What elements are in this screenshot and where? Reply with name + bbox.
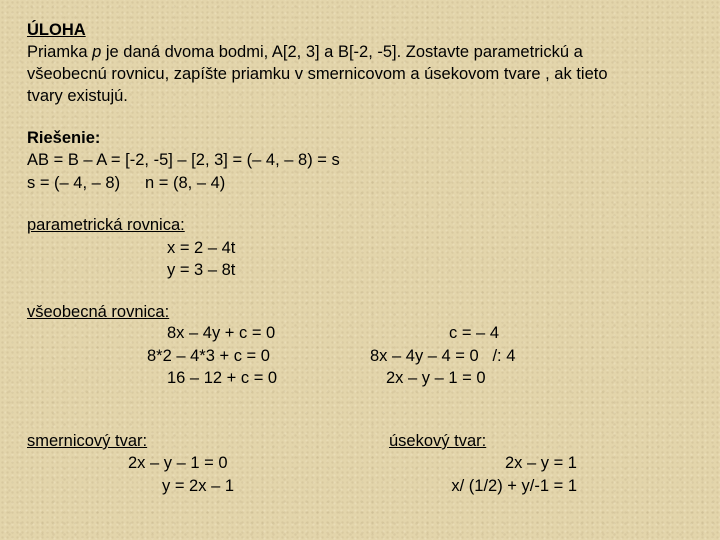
parametric-x-equation: x = 2 – 4t xyxy=(167,239,236,257)
parametric-y-equation: y = 3 – 8t xyxy=(167,261,236,279)
parametric-heading: parametrická rovnica: xyxy=(27,216,185,234)
general-right-line-3: 2x – y – 1 = 0 xyxy=(386,369,486,387)
task-line-1-end: je daná dvoma bodmi, A[2, 3] a B[-2, -5]. Zostavte parametrickú a xyxy=(101,43,583,61)
normal-vector: n = (8, – 4) xyxy=(145,174,226,192)
task-line-2: všeobecnú rovnicu, zapíšte priamku v smernicovom a úsekovom tvare , ak tieto xyxy=(27,65,608,83)
intercept-form-line-2: x/ (1/2) + y/-1 = 1 xyxy=(451,477,577,495)
solution-heading: Riešenie: xyxy=(27,129,101,147)
direction-vector: s = (– 4, – 8) xyxy=(27,174,121,192)
direction-vector-derivation: AB = B – A = [-2, -5] – [2, 3] = (– 4, – 8) = s xyxy=(27,151,340,169)
task-line-1-start: Priamka xyxy=(27,43,93,61)
task-heading: ÚLOHA xyxy=(27,21,86,39)
task-line-1 xyxy=(27,42,583,62)
slope-form-line-2: y = 2x – 1 xyxy=(162,477,235,495)
intercept-form-line-1: 2x – y = 1 xyxy=(504,454,577,472)
line-variable-p: p xyxy=(92,43,102,61)
task-line-3: tvary existujú. xyxy=(27,87,128,105)
general-left-line-3: 16 – 12 + c = 0 xyxy=(167,369,278,387)
general-right-line-1: c = – 4 xyxy=(449,324,499,342)
slope-form-line-1: 2x – y – 1 = 0 xyxy=(128,454,228,472)
general-left-line-2: 8*2 – 4*3 + c = 0 xyxy=(147,347,270,365)
intercept-form-heading: úsekový tvar: xyxy=(389,432,487,450)
general-heading: všeobecná rovnica: xyxy=(27,303,170,321)
general-right-line-2: 8x – 4y – 4 = 0 /: 4 xyxy=(370,347,516,365)
general-left-line-1: 8x – 4y + c = 0 xyxy=(167,324,276,342)
slope-form-heading: smernicový tvar: xyxy=(27,432,148,450)
